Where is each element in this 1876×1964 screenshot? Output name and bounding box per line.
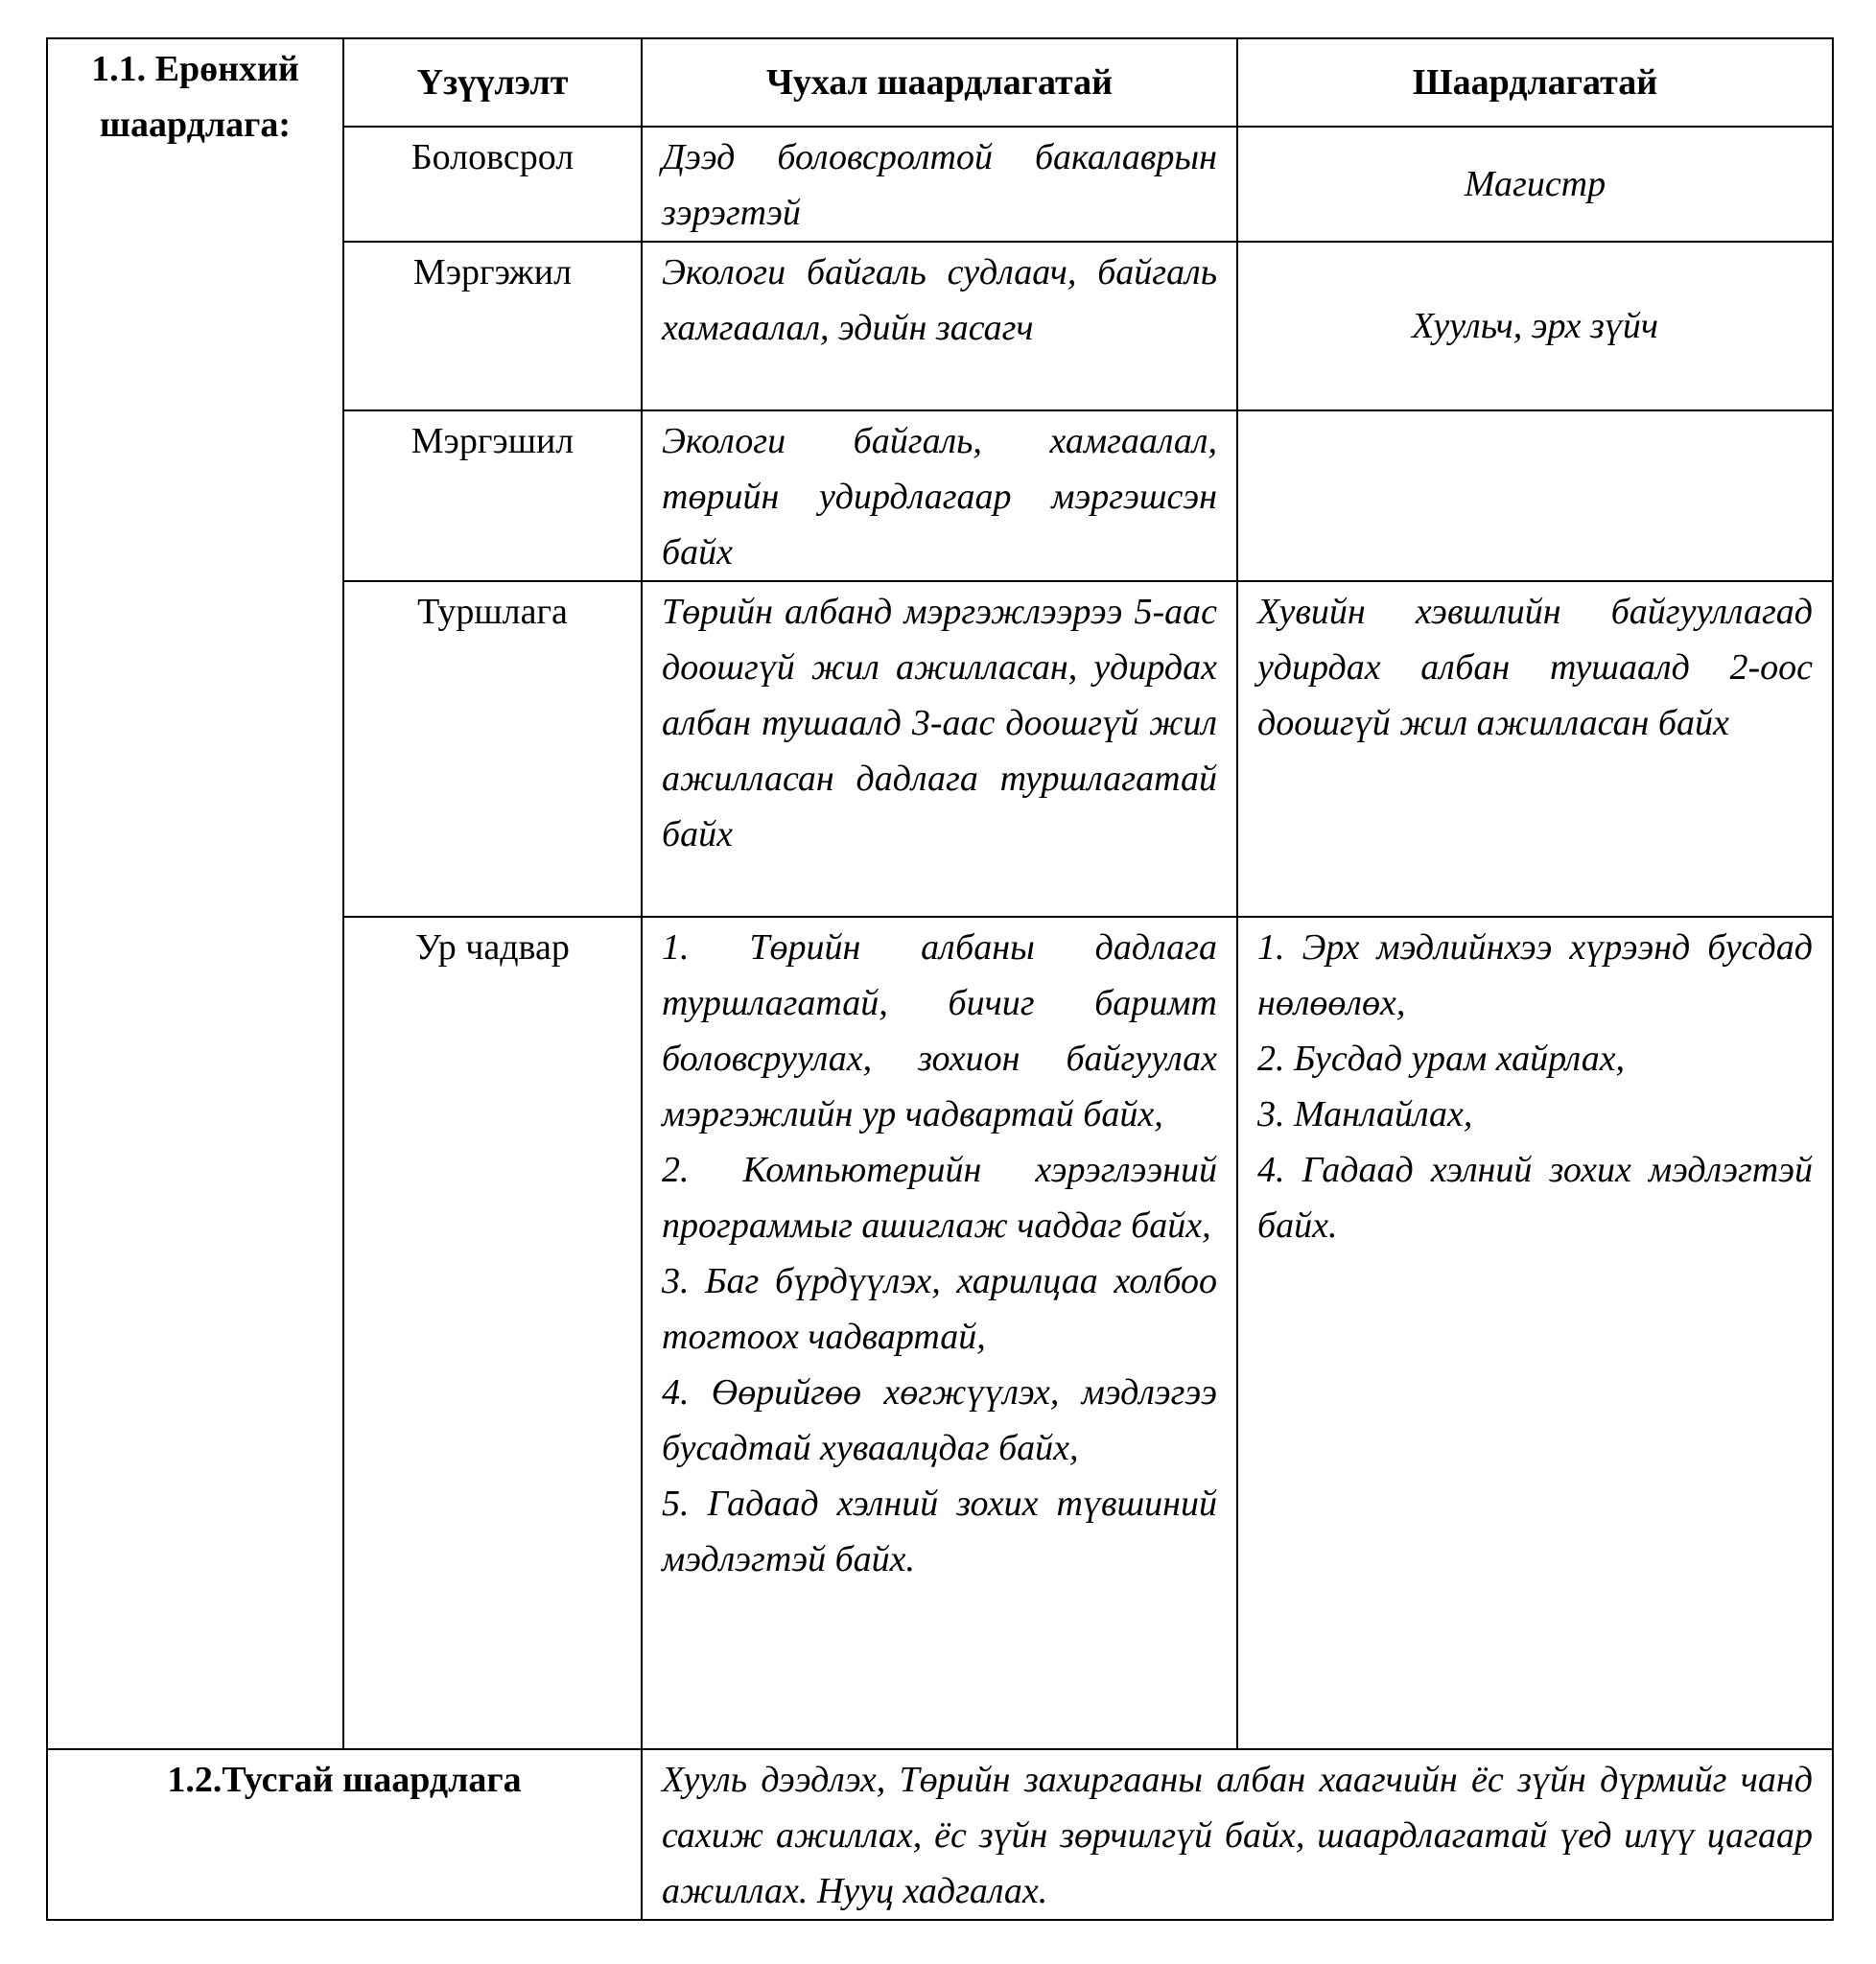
general-requirements-label: 1.1. Ерөнхий шаардлага:: [47, 38, 343, 1749]
header-critical: Чухал шаардлагатай: [642, 38, 1237, 127]
indicator-profession: Мэргэжил: [343, 242, 642, 410]
indicator-experience: Туршлага: [343, 581, 642, 917]
critical-skill-item: 1. Төрийн албаны дадлага туршлагатай, бичиг баримт боловсруулах, зохион байгуулах мэргэжлийн ур чадвартай байх,: [662, 927, 1217, 1134]
critical-skill-item: 5. Гадаад хэлний зохих түвшиний мэдлэгтэй байх.: [662, 1484, 1217, 1579]
special-requirements-label: 1.2.Тусгай шаардлага: [47, 1749, 642, 1920]
required-profession: Хуульч, эрх зүйч: [1237, 242, 1833, 410]
critical-experience: Төрийн албанд мэргэжлээрээ 5-аас доошгүй жил ажилласан, удирдах албан тушаалд 3-аас доошгүй жил ажилласан дадлага туршлагатай байх: [642, 581, 1237, 917]
critical-skill-item: 4. Өөрийгөө хөгжүүлэх, мэдлэгээ бусадтай хуваалцдаг байх,: [662, 1372, 1217, 1468]
required-experience: Хувийн хэвшлийн байгууллагад удирдах албан тушаалд 2-оос доошгүй жил ажилласан байх: [1237, 581, 1833, 917]
critical-skill-item: 2. Компьютерийн хэрэглээний программыг ашиглаж чаддаг байх,: [662, 1150, 1217, 1246]
indicator-qualification: Мэргэшил: [343, 410, 642, 581]
critical-profession: Экологи байгаль судлаач, байгаль хамгаалал, эдийн засагч: [642, 242, 1237, 410]
critical-education: Дээд боловсролтой бакалаврын зэрэгтэй: [642, 127, 1237, 242]
indicator-education: Боловсрол: [343, 127, 642, 242]
required-qualification: [1237, 410, 1833, 581]
table-row-special: [47, 1749, 1833, 1920]
required-skill-item: 3. Манлайлах,: [1257, 1094, 1473, 1134]
required-skills: [1237, 917, 1833, 1749]
indicator-skills: Ур чадвар: [343, 917, 642, 1749]
critical-qualification: Экологи байгаль, хамгаалал, төрийн удирдлагаар мэргэшсэн байх: [642, 410, 1237, 581]
requirements-table: [46, 37, 1834, 1921]
header-required: Шаардлагатай: [1237, 38, 1833, 127]
header-indicator: Үзүүлэлт: [343, 38, 642, 127]
special-requirements-text: Хууль дээдлэх, Төрийн захиргааны албан хаагчийн ёс зүйн дүрмийг чанд сахиж ажиллах, ёс зүйн зөрчилгүй байх, шаардлагатай үед илүү цагаар ажиллах. Нууц хадгалах.: [642, 1749, 1833, 1920]
required-skill-item: 4. Гадаад хэлний зохих мэдлэгтэй байх.: [1257, 1150, 1813, 1246]
critical-skills: [642, 917, 1237, 1749]
required-education: Магистр: [1237, 127, 1833, 242]
header-row: [47, 38, 1833, 127]
required-skill-item: 1. Эрх мэдлийнхээ хүрээнд бусдад нөлөөлөх,: [1257, 927, 1813, 1023]
critical-skill-item: 3. Баг бүрдүүлэх, харилцаа холбоо тогтоох чадвартай,: [662, 1261, 1217, 1357]
required-skill-item: 2. Бусдад урам хайрлах,: [1257, 1039, 1626, 1079]
